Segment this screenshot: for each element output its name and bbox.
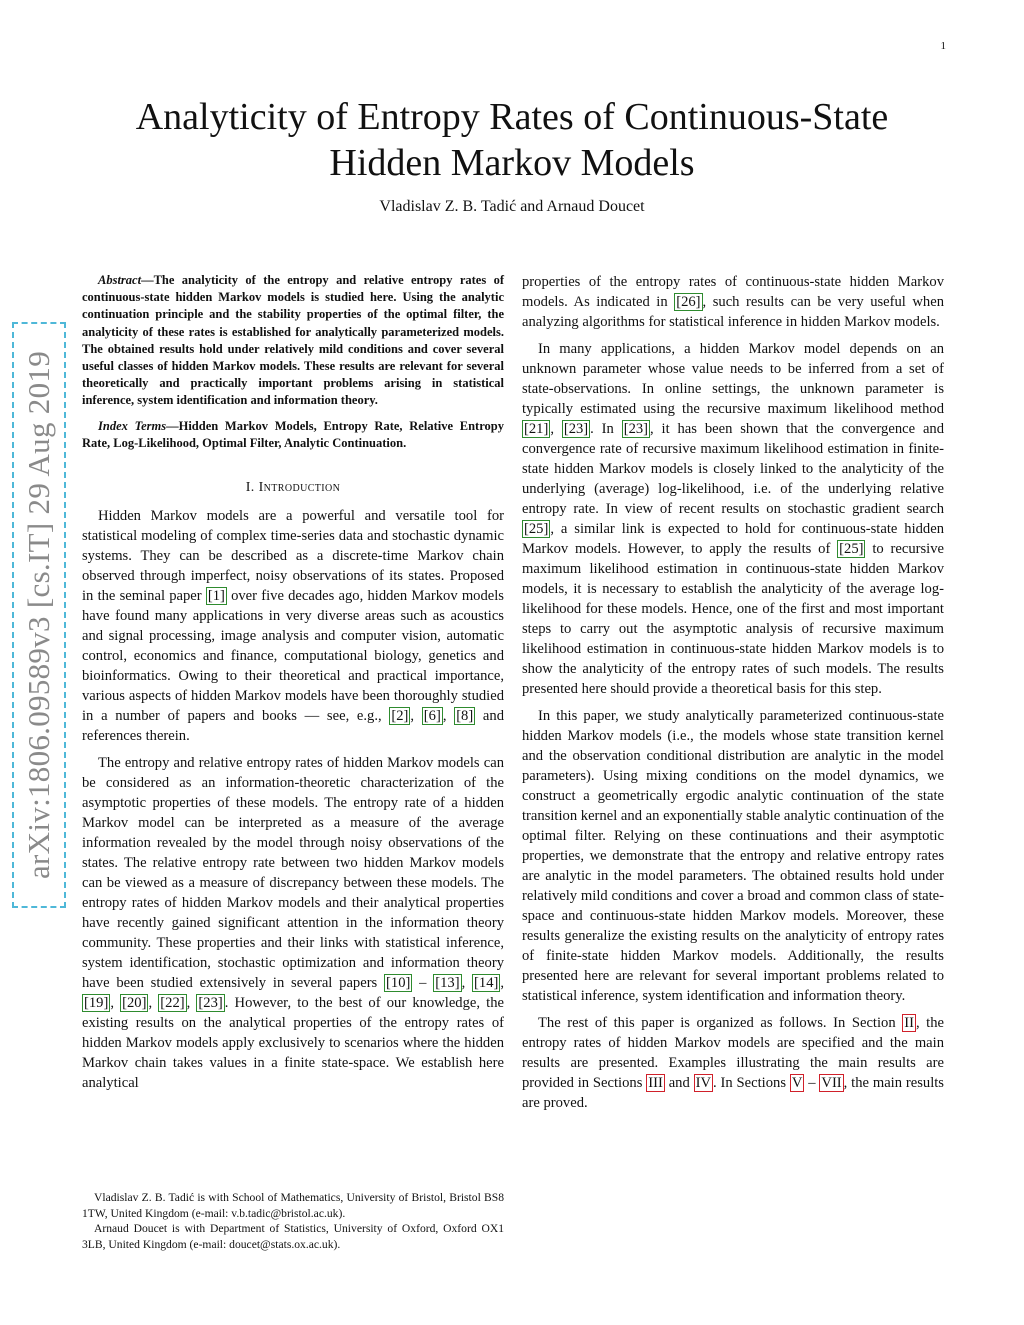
text: , it has been shown that the convergence and convergence rate of recursive maximum likelihood estimation in finite-state hidden Markov models is closely linked to the analyticity of the underlying (average) log-likelihood, i.e. of the underlying relative entropy rate. In view of recent results on stochastic gradient search	[522, 421, 945, 517]
intro-paragraph-2-continued	[522, 272, 944, 332]
citation-link[interactable]: [21]	[524, 421, 549, 437]
citation-link[interactable]: [19]	[84, 995, 109, 1012]
abstract-text: —The analyticity of the entropy and relative entropy rates of continuous-state hidden Markov models is studied here. Using the analytic continuation principle and the stability properties of the optimal filter, the analyticity of these rates is established for analytically parameterized models. The obtained results hold under relatively mild conditions and cover several useful classes of hidden Markov models. These results are relevant for several theoretically and practically important problems arising in statistical inference, system identification and information theory.	[82, 273, 504, 408]
section-link[interactable]: IV	[695, 1075, 712, 1091]
text: ,	[410, 708, 422, 725]
section-heading-introduction: I. Introduction	[245, 480, 341, 496]
citation-link[interactable]: [22]	[160, 995, 185, 1012]
citation-link[interactable]: [25]	[524, 521, 549, 537]
left-column	[82, 272, 504, 1093]
text: . In	[590, 421, 622, 437]
title-line-2: Hidden Markov Models	[329, 142, 695, 184]
text: The rest of this paper is organized as follows. In Section	[538, 1015, 903, 1031]
intro-paragraph-5	[522, 1013, 944, 1113]
citation-link[interactable]: [23]	[623, 421, 649, 437]
text: over five decades ago, hidden Markov models have found many applications in very diverse areas such as acoustics and signal processing, image analysis and computer vision, automatic control, economics and finance, computational biology, genetics and bioinformatics. Owing to their theoretical and practical importance, various aspects of hidden Markov models have been thoroughly studied in a number of papers and books — see, e.g.,	[82, 588, 504, 725]
authors: Vladislav Z. B. Tadić and Arnaud Doucet	[379, 198, 645, 215]
text: –	[804, 1075, 820, 1091]
section-link[interactable]: II	[904, 1015, 914, 1031]
text: . In Sections	[713, 1075, 790, 1091]
text: , such results can be very useful when analyzing algorithms for statistical inference in hidden Markov models.	[522, 294, 944, 330]
citation-link[interactable]: [10]	[386, 975, 411, 992]
text: ,	[461, 975, 473, 992]
citation-link[interactable]: [1]	[207, 588, 225, 605]
arxiv-identifier-stamp[interactable]	[12, 322, 66, 908]
citation-link[interactable]: [23]	[198, 995, 223, 1012]
intro-paragraph-1	[82, 506, 504, 746]
text: ,	[148, 995, 159, 1012]
citation-link[interactable]: [2]	[391, 708, 409, 725]
index-terms-label: Index Terms	[98, 418, 167, 433]
text: ,	[550, 421, 562, 437]
index-terms-text: —Hidden Markov Models, Entropy Rate, Relative Entropy Rate, Log-Likelihood, Optimal Filter, Analytic Continuation.	[82, 418, 504, 450]
text: In many applications, a hidden Markov model depends on an unknown parameter whose value needs to be inferred from a set of state-observations. In online settings, the unknown parameter is typically estimated using the recursive maximum likelihood method	[522, 341, 944, 417]
citation-link[interactable]: [25]	[839, 541, 864, 557]
page-number: 1	[940, 40, 946, 52]
section-link[interactable]: VII	[821, 1075, 842, 1091]
title-line-1: Analyticity of Entropy Rates of Continuous-State	[135, 96, 889, 138]
text: , a similar link is expected to hold for continuous-state hidden Markov models. However, to apply the results of	[522, 521, 944, 557]
text: Hidden Markov models are a powerful and versatile tool for statistical modeling of complex time-series data and stochastic dynamic systems. They can be described as a discrete-time Markov chain observed through imperfect, noisy observations of its states. Proposed in the seminal paper	[82, 508, 504, 605]
text: , the entropy rates of hidden Markov models are specified and the main results are presented. Examples illustrating the main results are provided in Sections	[522, 1015, 944, 1091]
abstract	[82, 272, 504, 410]
index-terms	[82, 418, 504, 452]
text: ,	[442, 708, 455, 725]
text: ,	[110, 995, 121, 1012]
intro-paragraph-4: In this paper, we study analytically parameterized continuous-state hidden Markov models (i.e., the models whose state transition kernel and the observation conditional distribution are analytic in the model parameters). Using mixing conditions on the model dynamics, we construct a geometrically ergodic analytic continuation of the state transition kernel and an exponentially stable analytic continuation of the optimal filter. Relying on these continuations and their asymptotic properties, we demonstrate that the entropy and relative entropy rates are analytic in the model parameters. The obtained results hold under relatively mild conditions and cover a broad and common class of state-space and continuous-state hidden Markov models. Moreover, these results generalize the existing results on the analyticity of entropy rates of finite-state hidden Markov models. Additionally, the results presented here are relevant for several important problems related to statistical inference, system identification and information theory.	[522, 708, 944, 1004]
intro-paragraph-2	[82, 753, 504, 1093]
text: and	[664, 1075, 694, 1091]
intro-paragraph-3	[522, 339, 944, 699]
text: ,	[186, 995, 197, 1012]
citation-link[interactable]: [26]	[676, 294, 701, 310]
citation-link[interactable]: [20]	[122, 995, 147, 1012]
footnote-author-2: Arnaud Doucet is with Department of Statistics, University of Oxford, Oxford OX1 3LB, United Kingdom (e-mail: doucet@stats.ox.ac.uk).	[82, 1222, 504, 1251]
paper-title	[80, 94, 944, 186]
text: The entropy and relative entropy rates of hidden Markov models can be considered as an information-theoretic characterization of the asymptotic properties of these models. The entropy rate of a hidden Markov model can be interpreted as a measure of the average information revealed by the model through noisy observations of the states. The relative entropy rate between two hidden Markov models can be viewed as a measure of discrepancy between these models. The entropy rates of hidden Markov models and their analytical properties have recently gained significant attention in the information theory community. These properties and their links with statistical inference, system identification, stochastic optimization and information theory have been studied extensively in several papers	[82, 755, 504, 992]
citation-link[interactable]: [13]	[435, 975, 460, 992]
text: to recursive maximum likelihood estimation in continuous-state hidden Markov models, it is necessary to establish the analyticity of the average log-likelihood for these models. Hence, one of the first and most important steps to carry out the asymptotic analysis of recursive maximum likelihood estimation in continuous-state hidden Markov models is to show the analyticity of the entropy rates of such models. The results presented here should provide a theoretical basis for this step.	[522, 541, 944, 697]
text: ,	[500, 975, 505, 992]
text: . However, to the best of our knowledge, the existing results on the analytical properties of the entropy rates of hidden Markov models apply exclusively to scenarios where the hidden Markov chain takes values in a finite state-space. We establish here analytical	[82, 995, 505, 1092]
arxiv-identifier-text: arXiv:1806.09589v3 [cs.IT] 29 Aug 2019	[21, 350, 57, 880]
text: , the main results are proved.	[522, 1075, 944, 1111]
right-column	[522, 272, 944, 1113]
citation-link[interactable]: [14]	[474, 975, 499, 992]
section-link[interactable]: III	[648, 1075, 663, 1091]
citation-link[interactable]: [6]	[423, 708, 441, 725]
citation-link[interactable]: [8]	[456, 708, 474, 725]
text: properties of the entropy rates of continuous-state hidden Markov models. As indicated in	[522, 274, 944, 310]
footnote-author-1: Vladislav Z. B. Tadić is with School of Mathematics, University of Bristol, Bristol BS8 1TW, United Kingdom (e-mail: v.b.tadic@bristol.ac.uk).	[82, 1191, 504, 1220]
section-link[interactable]: V	[791, 1075, 803, 1091]
abstract-label: Abstract	[98, 273, 142, 287]
text: –	[412, 975, 434, 992]
citation-link[interactable]: [23]	[563, 421, 589, 437]
footnotes	[82, 1190, 504, 1252]
text: and references therein.	[82, 708, 505, 745]
